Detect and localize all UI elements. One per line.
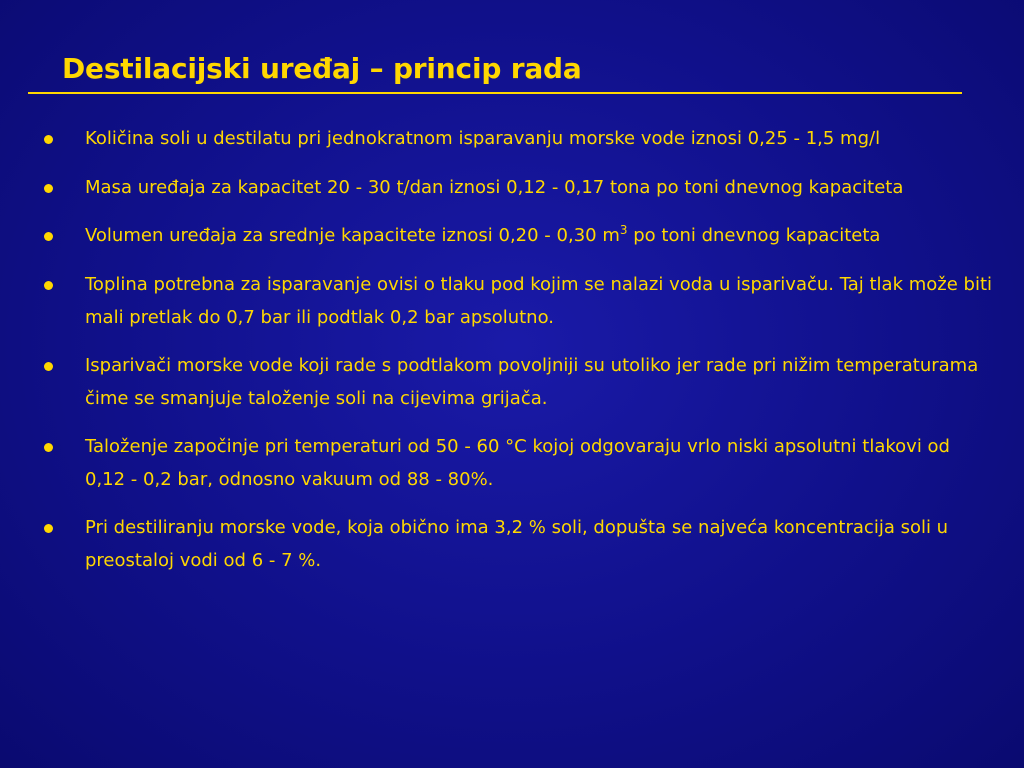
bullet-dot-icon [44,232,53,241]
bullet-item-vacuum-evaporators [44,349,994,415]
bullet-dot-icon [44,281,53,290]
bullet-dot-icon [44,443,53,452]
bullet-item-salt-content [44,122,994,155]
bullet-text-before: Volumen uređaja za srednje kapacitete iznosi 0,20 - 0,30 m [85,225,620,246]
bullet-text: Toplina potrebna za isparavanje ovisi o tlaku pod kojim se nalazi voda u isparivaču. Taj tlak može biti mali pretlak do 0,7 bar ili podtlak 0,2 bar apsolutno. [85,274,993,328]
bullet-item-device-volume [44,219,994,252]
bullet-item-scaling-temperature [44,430,994,496]
bullet-dot-icon [44,524,53,533]
bullet-text: Isparivači morske vode koji rade s podtlakom povoljniji su utoliko jer rade pri nižim temperaturama čime se smanjuje taloženje soli na cijevima grijača. [85,355,979,409]
bullet-item-evaporation-heat [44,268,994,334]
bullet-dot-icon [44,184,53,193]
slide-title: Destilacijski uređaj – princip rada [62,52,582,85]
bullet-dot-icon [44,135,53,144]
title-underline [28,92,962,94]
bullet-item-device-mass [44,171,994,204]
bullet-text: Količina soli u destilatu pri jednokratnom isparavanju morske vode iznosi 0,25 - 1,5 mg/l [85,128,881,149]
bullet-text-after: po toni dnevnog kapaciteta [627,225,881,246]
bullet-text: Taloženje započinje pri temperaturi od 50 - 60 °C kojoj odgovaraju vrlo niski apsolutni tlakovi od 0,12 - 0,2 bar, odnosno vakuum od 88 - 80%. [85,436,950,490]
bullet-text [85,225,880,246]
superscript-exponent: 3 [619,223,628,237]
bullet-text: Pri destiliranju morske vode, koja obično ima 3,2 % soli, dopušta se najveća koncentracija soli u preostaloj vodi od 6 - 7 %. [85,517,949,571]
bullet-text: Masa uređaja za kapacitet 20 - 30 t/dan iznosi 0,12 - 0,17 tona po toni dnevnog kapaciteta [85,177,904,198]
bullet-item-salt-concentration [44,511,994,577]
bullet-list [44,122,994,592]
bullet-dot-icon [44,362,53,371]
